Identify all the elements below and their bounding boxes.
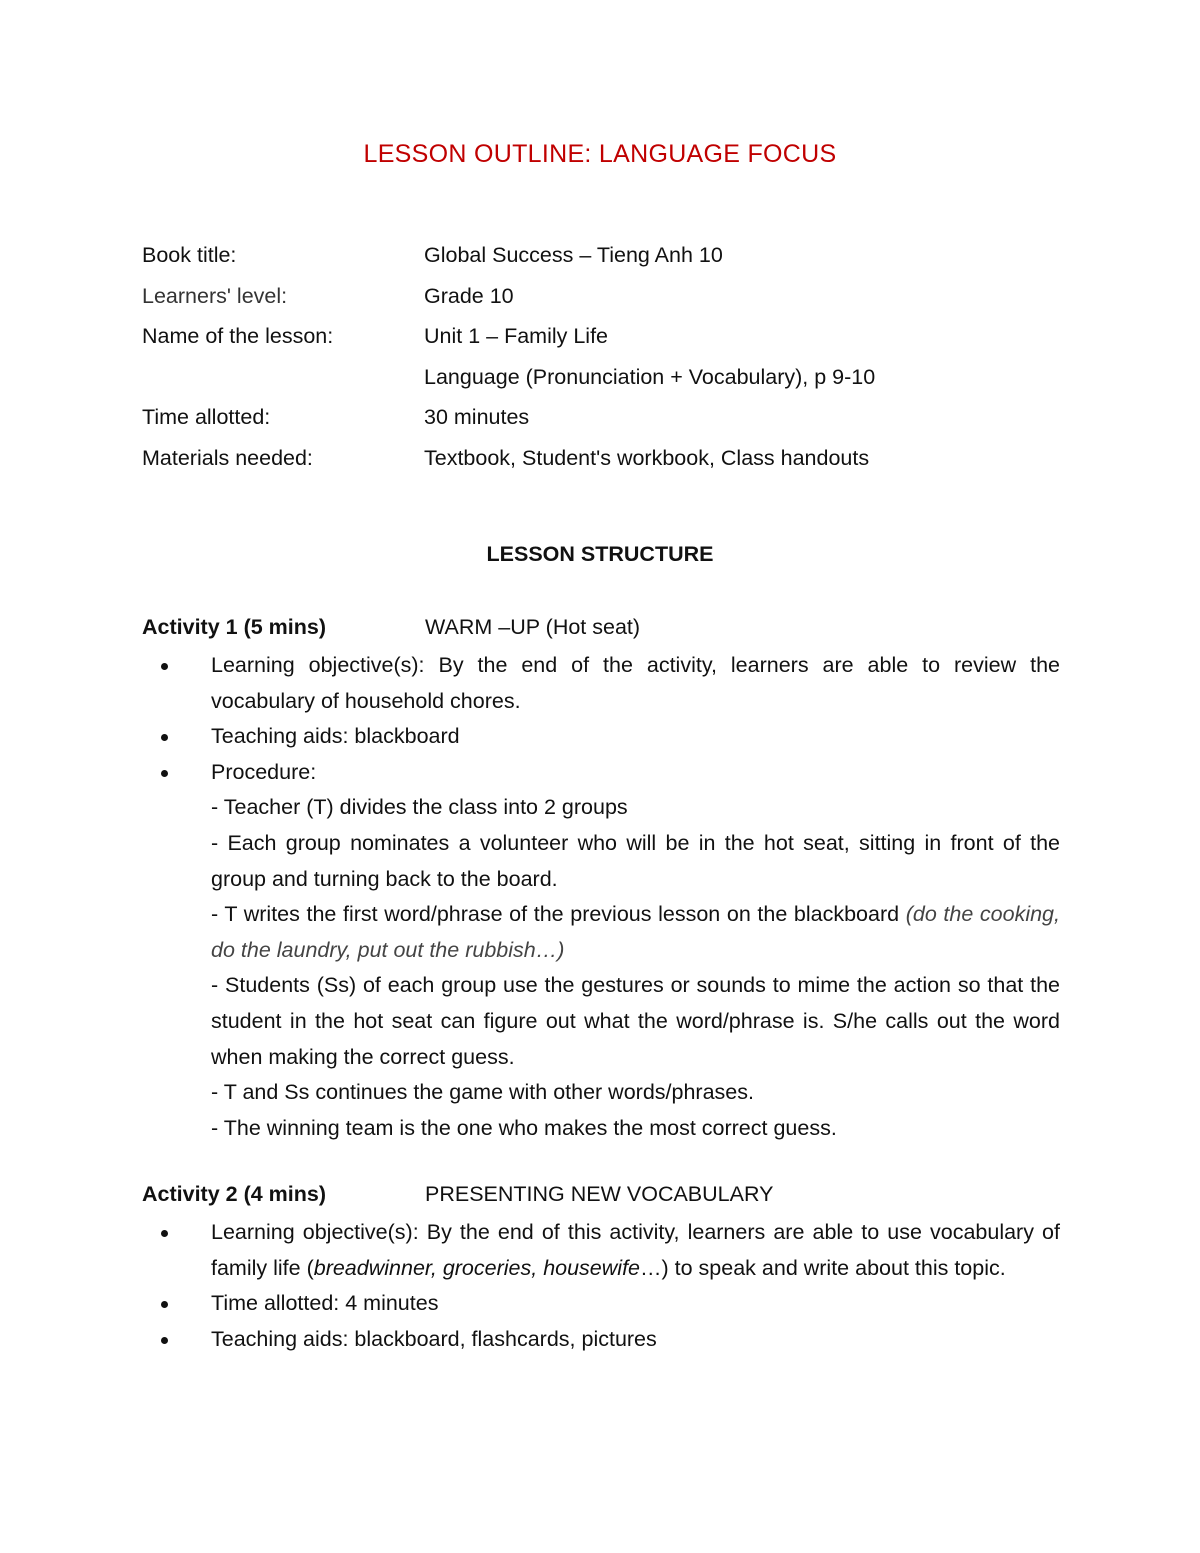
- info-row-materials: [142, 443, 1062, 484]
- activity-1-procedure: [142, 790, 1060, 1146]
- activity-2-objective-a: Learning objective(s): By the end of this activity, learners are able to use vocabulary of family life (: [211, 1220, 1060, 1280]
- lesson-structure-heading: LESSON STRUCTURE: [486, 542, 714, 566]
- lesson-name-label: Name of the lesson:: [142, 324, 334, 348]
- activity-2-objective-b: …) to speak and write about this topic.: [640, 1255, 1006, 1280]
- book-title-label: Book title:: [142, 243, 237, 267]
- activity-2-name: PRESENTING NEW VOCABULARY: [425, 1182, 774, 1206]
- list-item: [142, 719, 1060, 755]
- activity-1-name: WARM –UP (Hot seat): [425, 615, 641, 639]
- procedure-step-3: [211, 897, 1060, 968]
- procedure-step-1: - Teacher (T) divides the class into 2 groups: [211, 795, 628, 820]
- procedure-step-3-examples: (do the cooking, do the laundry, put out the rubbish…): [211, 902, 1060, 962]
- activity-2-label: Activity 2 (4 mins): [142, 1182, 326, 1206]
- page-title: LESSON OUTLINE: LANGUAGE FOCUS: [363, 140, 837, 168]
- activity-1-aids: Teaching aids: blackboard: [211, 724, 460, 749]
- time-label: Time allotted:: [142, 405, 271, 429]
- activity-1-objective: Learning objective(s): By the end of the activity, learners are able to review the vocabulary of household chores.: [211, 653, 1060, 713]
- procedure-step-3-text: - T writes the first word/phrase of the previous lesson on the blackboard: [211, 902, 906, 927]
- activity-2-header: [142, 1179, 1060, 1215]
- bullet-icon: [161, 770, 168, 777]
- time-value: 30 minutes: [424, 405, 530, 429]
- activity-1-list: [142, 648, 1060, 790]
- procedure-step-2: - Each group nominates a volunteer who will be in the hot seat, sitting in front of the group and turning back to the board.: [211, 830, 1060, 891]
- lesson-info-table: [142, 240, 1062, 483]
- info-row-level: [142, 281, 1062, 322]
- procedure-step-4: - Students (Ss) of each group use the gestures or sounds to mime the action so that the student in the hot seat can figure out what the word/phrase is. S/he calls out the word when making the correct guess.: [211, 973, 1060, 1069]
- activity-1: [142, 612, 1060, 1146]
- info-row-lesson-name: [142, 321, 1062, 362]
- activity-2-time: Time allotted: 4 minutes: [211, 1291, 439, 1316]
- list-item: [142, 1215, 1060, 1286]
- procedure-step-5: - T and Ss continues the game with other words/phrases.: [211, 1080, 754, 1105]
- list-item: [142, 755, 1060, 791]
- activity-2-aids: Teaching aids: blackboard, flashcards, pictures: [211, 1326, 657, 1351]
- procedure-step-6: - The winning team is the one who makes the most correct guess.: [211, 1115, 837, 1140]
- level-label: Learners' level:: [142, 283, 288, 308]
- list-item: [142, 648, 1060, 719]
- bullet-icon: [161, 1301, 168, 1308]
- activity-1-procedure-label: Procedure:: [211, 759, 317, 784]
- book-title-value: Global Success – Tieng Anh 10: [424, 243, 723, 267]
- level-value: Grade 10: [424, 283, 514, 308]
- activity-2-list: [142, 1215, 1060, 1357]
- bullet-icon: [161, 1230, 168, 1237]
- list-item: [142, 1286, 1060, 1322]
- info-row-book-title: [142, 240, 1062, 281]
- bullet-icon: [161, 734, 168, 741]
- lesson-name-value-2: Language (Pronunciation + Vocabulary), p 9-10: [424, 364, 876, 389]
- activity-1-header: [142, 612, 1060, 648]
- lesson-name-value-1: Unit 1 – Family Life: [424, 324, 609, 348]
- materials-value: Textbook, Student's workbook, Class handouts: [424, 445, 870, 470]
- info-row-time: [142, 402, 1062, 443]
- bullet-icon: [161, 663, 168, 670]
- activity-1-label: Activity 1 (5 mins): [142, 615, 326, 639]
- list-item: [142, 1322, 1060, 1358]
- activity-2-objective-examples: breadwinner, groceries, housewife: [313, 1255, 641, 1280]
- activity-2: [142, 1179, 1060, 1357]
- info-row-lesson-name-2: [142, 362, 1062, 403]
- bullet-icon: [161, 1337, 168, 1344]
- materials-label: Materials needed:: [142, 445, 313, 470]
